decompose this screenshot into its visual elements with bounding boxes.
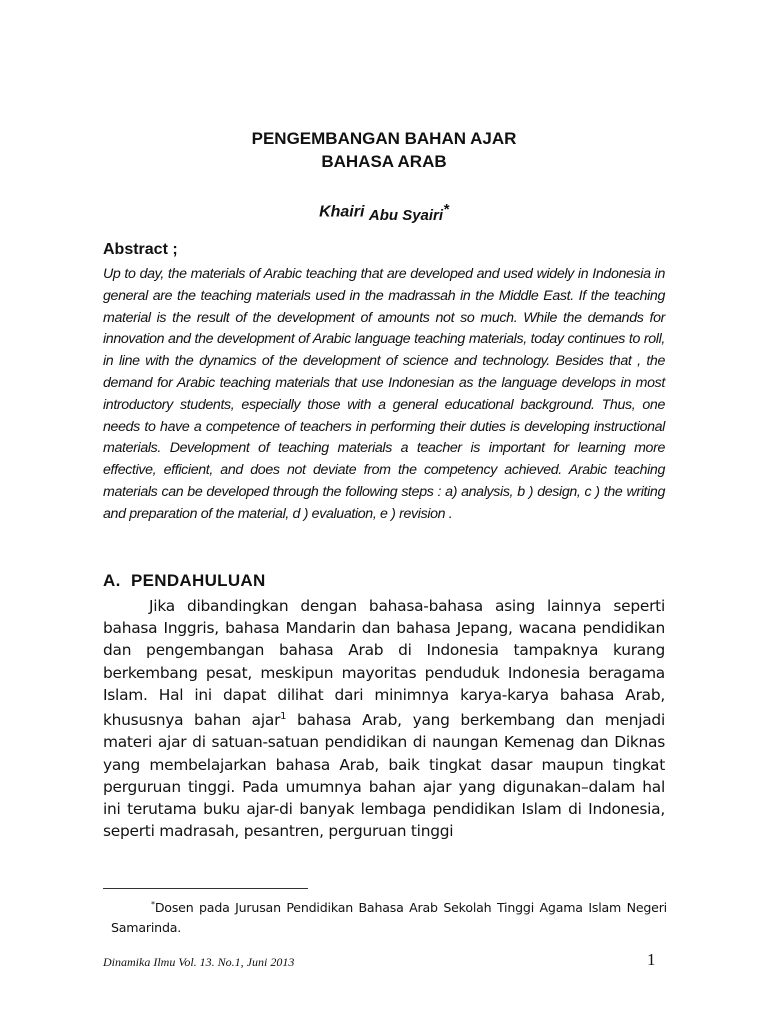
- footnote-text: Dosen pada Jurusan Pendidikan Bahasa Arab Sekolah Tinggi Agama Islam Negeri Samarinda.: [111, 900, 667, 936]
- author-last-name: Abu Syairi: [368, 207, 444, 225]
- journal-citation: Dinamika Ilmu Vol. 13. No.1, Juni 2013: [103, 955, 295, 969]
- abstract-heading: Abstract ;: [103, 241, 178, 258]
- introduction-paragraph: [103, 595, 665, 842]
- paragraph-text-part-2: bahasa Arab, yang berkembang dan menjadi materi ajar di satuan-satuan pendidikan di naungan Kemenag dan Diknas yang membelajarkan bahasa Arab, baik tingkat dasar maupun tingkat perguruan tinggi. Pada umumnya bahan ajar yang digunakan–dalam hal ini terutama buku ajar-di banyak lembaga pendidikan Islam di Indonesia, seperti madrasah, pesantren, perguruan tinggi: [103, 711, 665, 841]
- paper-title-line-1: PENGEMBANGAN BAHAN AJAR: [251, 129, 517, 148]
- author-first-name: Khairi: [319, 203, 365, 221]
- author-footnote-mark: *: [443, 201, 449, 218]
- section-number: A.: [103, 571, 121, 590]
- section-heading: [103, 571, 266, 591]
- footnote-reference: 1: [280, 711, 287, 723]
- author-line: [0, 197, 768, 225]
- author-footnote: [111, 895, 667, 938]
- page-number: 1: [647, 950, 656, 969]
- paper-title-line-2: BAHASA ARAB: [321, 152, 447, 171]
- footnote-divider: [103, 888, 308, 889]
- abstract-text: Up to day, the materials of Arabic teaching that are developed and used widely in Indonesia in general are the teaching materials used in the madrassah in the Middle East. If the teaching material is the result of the development of amounts not so much. While the demands for innovation and the development of Arabic language teaching materials, today continues to roll, in line with the dynamics of the development of science and technology. Besides that , the demand for Arabic teaching materials that use Indonesian as the language develops in most introductory students, especially those with a general educational background. Thus, one needs to have a competence of teachers in performing their duties is developing instructional materials. Development of teaching materials a teacher is important for learning more effective, efficient, and does not deviate from the competency achieved. Arabic teaching materials can be developed through the following steps : a) analysis, b ) design, c ) the writing and preparation of the material, d ) evaluation, e ) revision .: [103, 266, 665, 522]
- paragraph-text-part-1: Jika dibandingkan dengan bahasa-bahasa asing lainnya seperti bahasa Inggris, bahasa Mandarin dan bahasa Jepang, wacana pendidikan dan pengembangan bahasa Arab di Indonesia tampaknya kurang berkembang pesat, meskipun mayoritas penduduk Indonesia beragama Islam. Hal ini dapat dilihat dari minimnya karya-karya bahasa Arab, khususnya bahan ajar: [103, 597, 665, 730]
- section-title: PENDAHULUAN: [131, 571, 266, 590]
- footnote-mark: *: [151, 900, 155, 909]
